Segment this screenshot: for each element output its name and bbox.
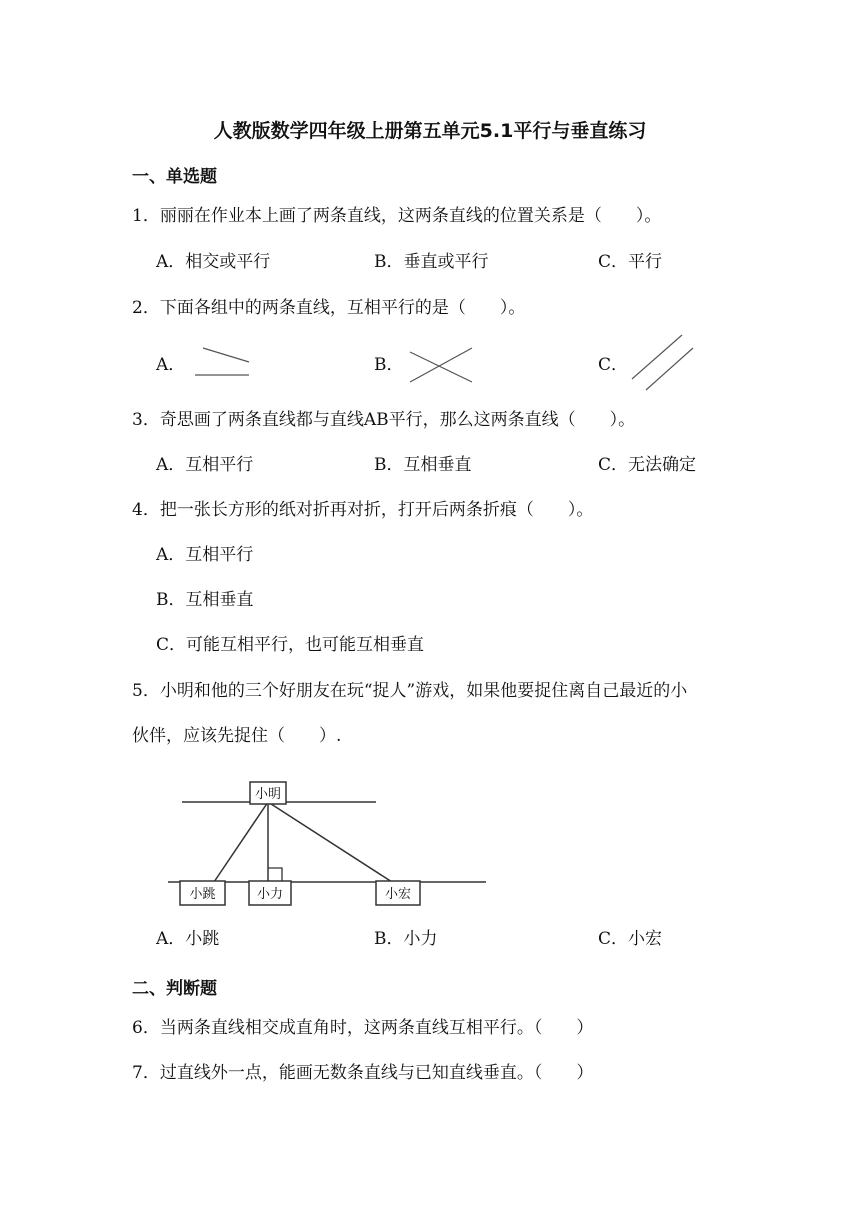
question-2-option-b: B． bbox=[374, 355, 404, 375]
question-2-option-figures bbox=[0, 330, 860, 390]
question-3-option-a: A．互相平行 bbox=[156, 455, 254, 475]
figure-label-left: 小跳 bbox=[189, 887, 216, 902]
question-3-option-c: C．无法确定 bbox=[598, 455, 697, 475]
question-1-option-a: A．相交或平行 bbox=[156, 252, 271, 272]
figure-label-right: 小宏 bbox=[384, 887, 412, 902]
question-4-stem: 4．把一张长方形的纸对折再对折，打开后两条折痕（ ）。 bbox=[132, 500, 594, 520]
figure-label-top: 小明 bbox=[254, 787, 282, 802]
question-5-option-a: A．小跳 bbox=[156, 929, 220, 949]
question-4-option-c: C．可能互相平行，也可能互相垂直 bbox=[156, 635, 425, 655]
question-5-option-b: B．小力 bbox=[374, 929, 438, 949]
question-5-stem-line-1: 5．小明和他的三个好朋友在玩“捉人”游戏，如果他要捉住离自己最近的小 bbox=[132, 681, 688, 701]
figure-label-middle: 小力 bbox=[256, 887, 284, 902]
question-6-stem: 6．当两条直线相交成直角时，这两条直线互相平行。（ ） bbox=[132, 1018, 594, 1038]
question-4-option-b: B．互相垂直 bbox=[156, 590, 254, 610]
question-3-stem: 3．奇思画了两条直线都与直线AB平行，那么这两条直线（ ）。 bbox=[132, 410, 636, 430]
question-2-option-c: C． bbox=[598, 355, 629, 375]
question-4-option-a: A．互相平行 bbox=[156, 545, 254, 565]
label-box-right bbox=[376, 881, 420, 905]
question-1-stem: 1．丽丽在作业本上画了两条直线，这两条直线的位置关系是（ ）。 bbox=[132, 206, 662, 226]
question-5-figure bbox=[0, 775, 860, 915]
question-3-option-b: B．互相垂直 bbox=[374, 455, 472, 475]
label-box-top bbox=[250, 782, 286, 804]
question-1-option-b: B．垂直或平行 bbox=[374, 252, 489, 272]
label-box-middle bbox=[249, 881, 291, 905]
option-b-lines-figure bbox=[410, 348, 472, 382]
question-2-stem: 2．下面各组中的两条直线，互相平行的是（ ）。 bbox=[132, 298, 526, 318]
label-box-left bbox=[180, 881, 225, 905]
option-a-lines-figure bbox=[195, 348, 249, 375]
section-heading-single-choice: 一、单选题 bbox=[132, 167, 217, 187]
question-5-stem-line-2: 伙伴，应该先捉住（ ）. bbox=[132, 726, 342, 746]
section-heading-true-false: 二、判断题 bbox=[132, 979, 217, 999]
question-7-stem: 7．过直线外一点，能画无数条直线与已知直线垂直。（ ） bbox=[132, 1063, 594, 1083]
question-2-option-a: A． bbox=[156, 355, 186, 375]
option-c-lines-figure bbox=[632, 335, 693, 390]
question-1-option-c: C．平行 bbox=[598, 252, 663, 272]
question-5-option-c: C．小宏 bbox=[598, 929, 663, 949]
page-title: 人教版数学四年级上册第五单元5.1平行与垂直练习 bbox=[213, 120, 647, 142]
